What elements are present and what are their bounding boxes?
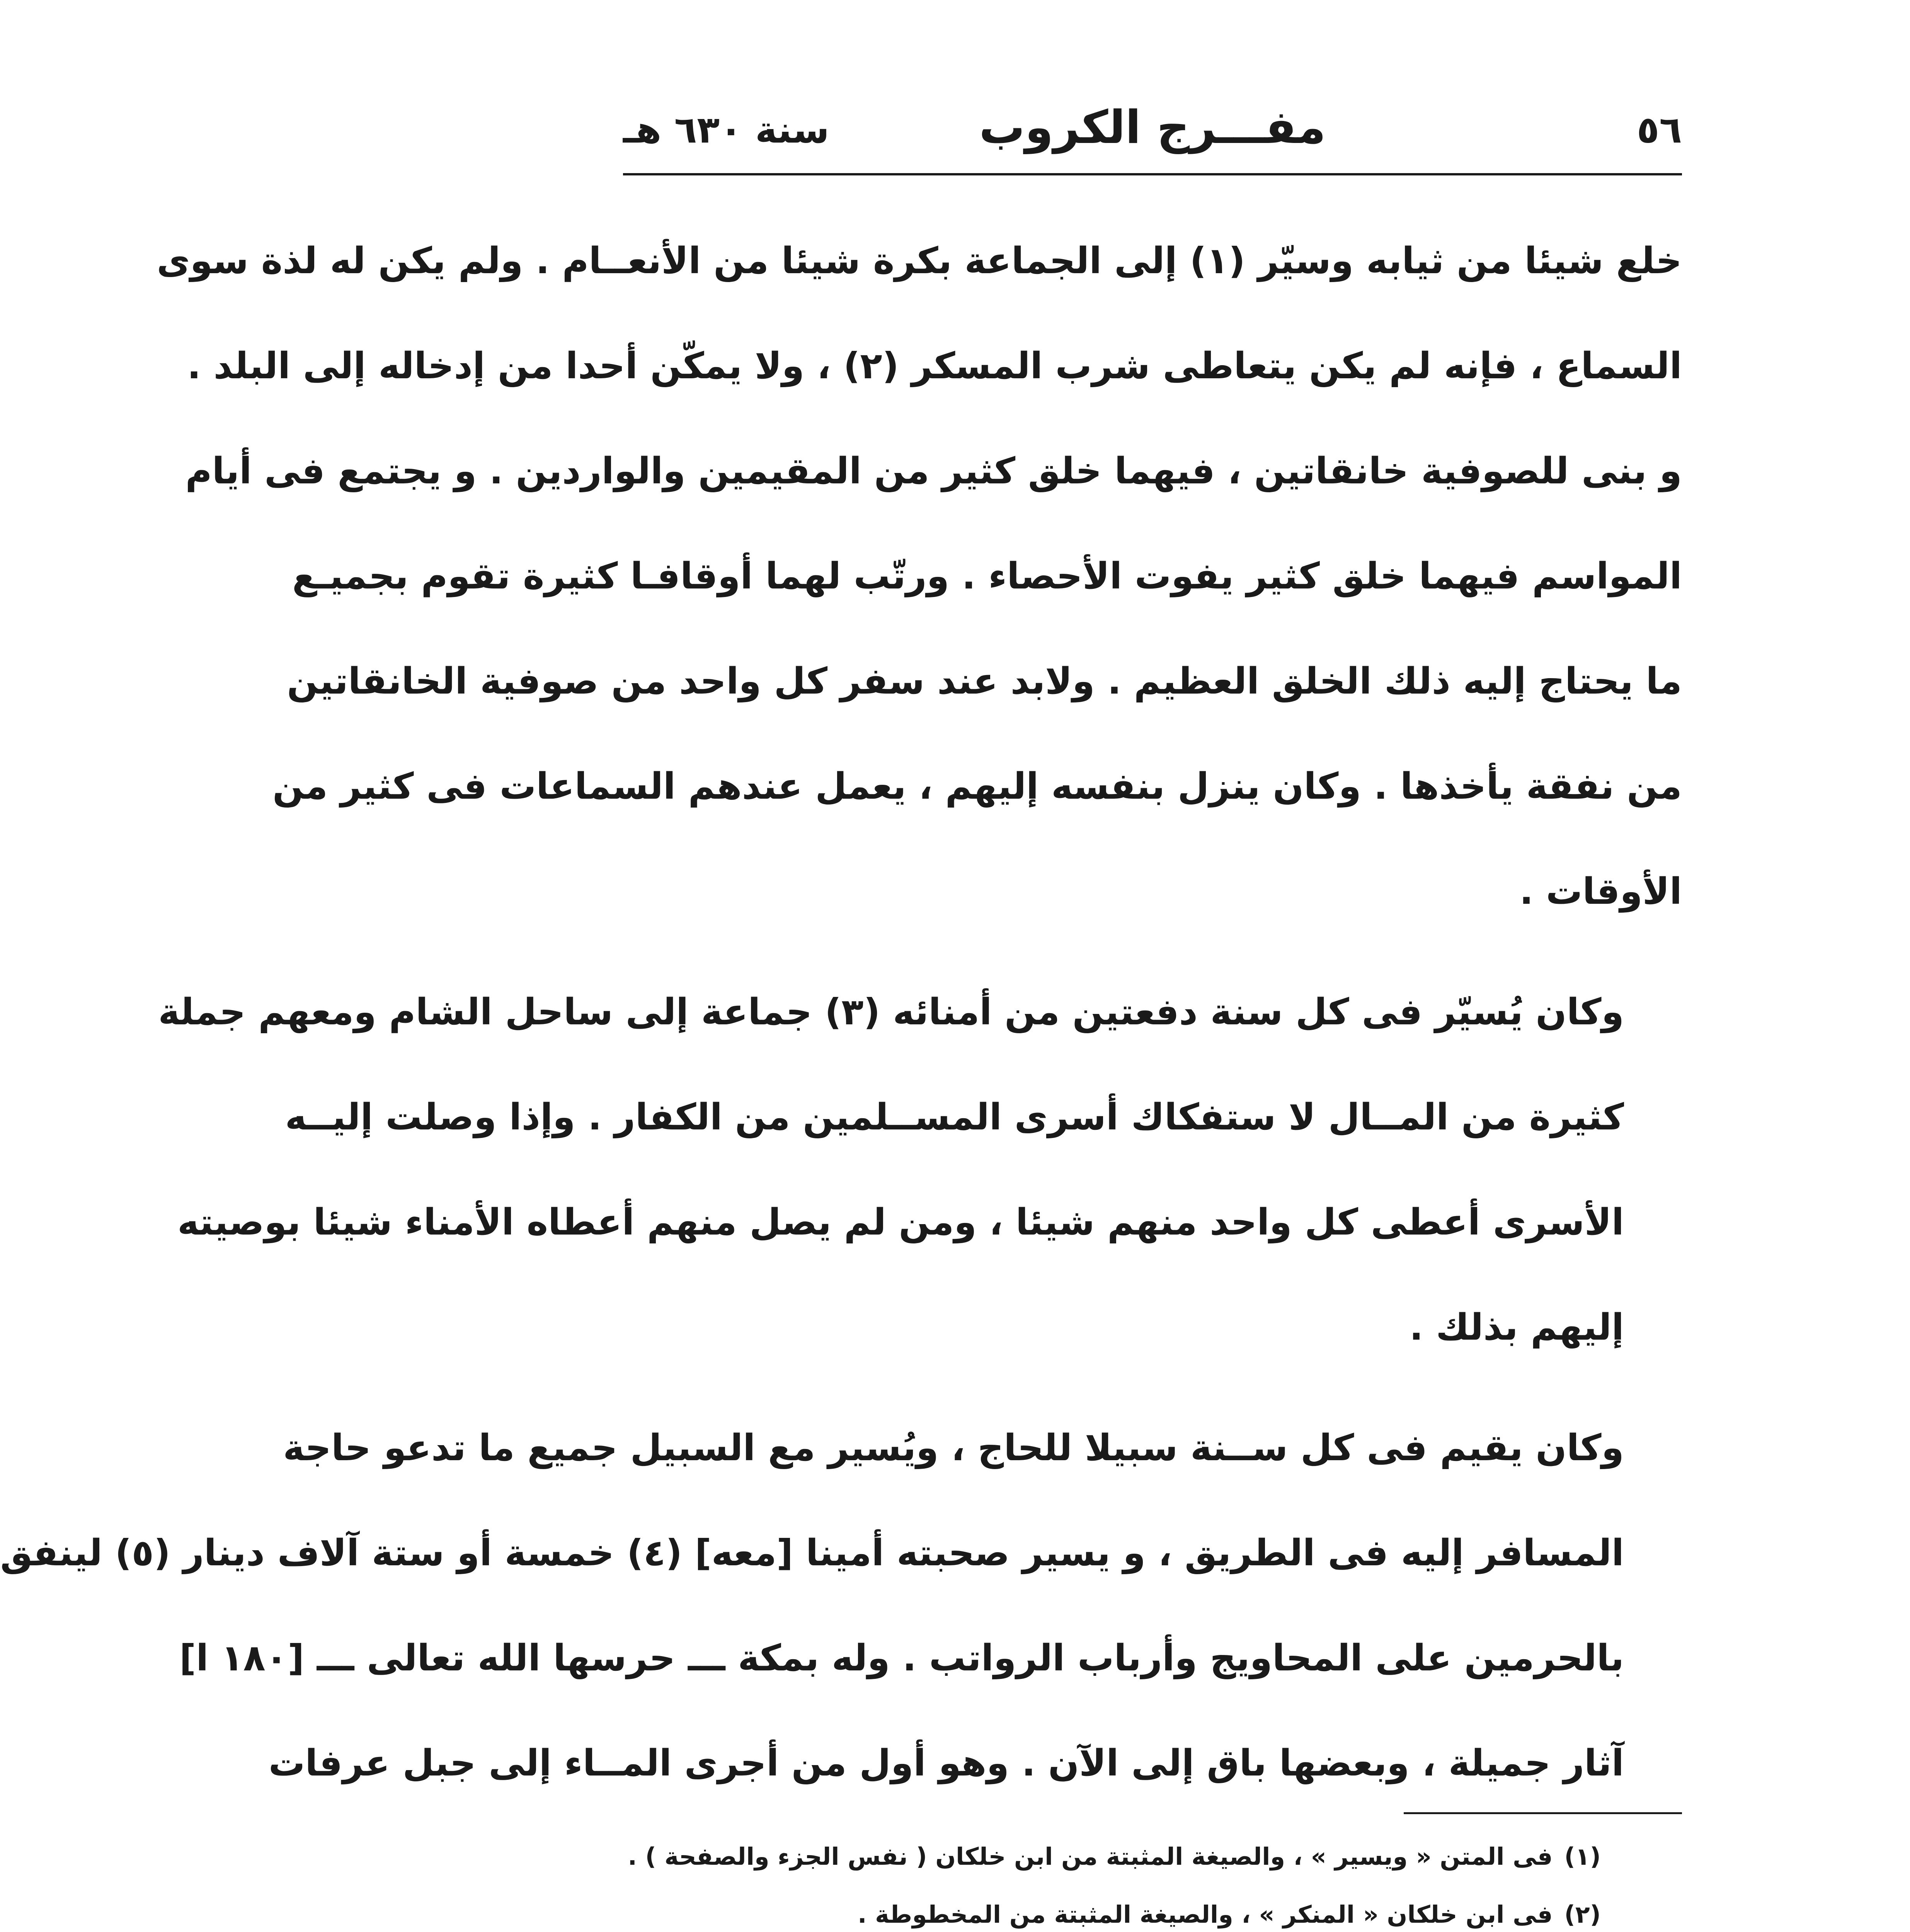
text-line: الأسرى أعطى كل واحد منهم شيئا ، ومن لم يصل منهم أعطاه الأمناء شيئا بوصيته	[177, 1201, 1624, 1243]
footnote-2	[623, 1886, 1601, 1932]
page-header	[623, 100, 1682, 162]
main-text	[0, 209, 1682, 1832]
footnote-number: (٢)	[1564, 1900, 1601, 1929]
footnote-number: (١)	[1564, 1842, 1601, 1871]
paragraph-2	[158, 960, 1682, 1380]
page-number: ٥٦	[1636, 108, 1682, 151]
text-line: و بنى للصوفية خانقاتين ، فيهما خلق كثير من المقيمين والواردين . و يجتمع فى أيام	[185, 450, 1682, 492]
paragraph-3	[0, 1396, 1682, 1816]
header-rule	[623, 173, 1682, 175]
footnote-text: فى ابن خلكان « المنكر » ، والصيغة المثبتة من المخطوطة .	[857, 1900, 1553, 1929]
text-line: الأوقات .	[1519, 871, 1682, 913]
footnote-text: فى المتن « ويسير » ، والصيغة المثبتة من ابن خلكان ( نفس الجزء والصفحة ) .	[628, 1842, 1553, 1871]
footnotes	[623, 1828, 1601, 1932]
text-line: خلع شيئا من ثيابه وسيّر (١) إلى الجماعة بكرة شيئا من الأنعــام . ولم يكن له لذة سوى	[157, 240, 1682, 282]
text-line: المسافر إليه فى الطريق ، و يسير صحبته أمينا [معه] (٤) خمسة أو ستة آلاف دينار (٥) لينفق	[0, 1532, 1624, 1574]
paragraph-1	[157, 209, 1682, 944]
running-title: مفـــرج الكروب	[979, 100, 1326, 154]
text-line: ما يحتاج إليه ذلك الخلق العظيم . ولابد عند سفر كل واحد من صوفية الخانقاتين	[287, 660, 1682, 702]
running-year: سنة ٦٣٠ هـ	[623, 108, 829, 151]
text-line: السماع ، فإنه لم يكن يتعاطى شرب المسكر (٢) ، ولا يمكّن أحدا من إدخاله إلى البلد .	[187, 345, 1682, 387]
text-line: آثار جميلة ، وبعضها باق إلى الآن . وهو أول من أجرى المــاء إلى جبل عرفات	[268, 1742, 1624, 1784]
text-line: المواسم فيهما خلق كثير يفوت الأحصاء . ورتّب لهما أوقافـا كثيرة تقوم بجميـع	[292, 555, 1682, 597]
text-line: بالحرمين على المحاويج وأرباب الرواتب . وله بمكة ـــ حرسها الله تعالى ـــ [١٨٠ ا]	[179, 1637, 1624, 1679]
footnote-1	[623, 1828, 1601, 1886]
text-line: وكان يقيم فى كل ســنة سبيلا للحاج ، ويُسير مع السبيل جميع ما تدعو حاجة	[283, 1427, 1624, 1469]
text-line: وكان يُسيّر فى كل سنة دفعتين من أمنائه (٣) جماعة إلى ساحل الشام ومعهم جملة	[158, 991, 1624, 1033]
text-line: من نفقة يأخذها . وكان ينزل بنفسه إليهم ، يعمل عندهم السماعات فى كثير من	[272, 765, 1682, 808]
text-line: كثيرة من المــال لا ستفكاك أسرى المســلمين من الكفار . وإذا وصلت إليــه	[285, 1096, 1624, 1138]
footnote-rule	[1404, 1812, 1682, 1814]
text-line: إليهم بذلك .	[1409, 1306, 1624, 1349]
